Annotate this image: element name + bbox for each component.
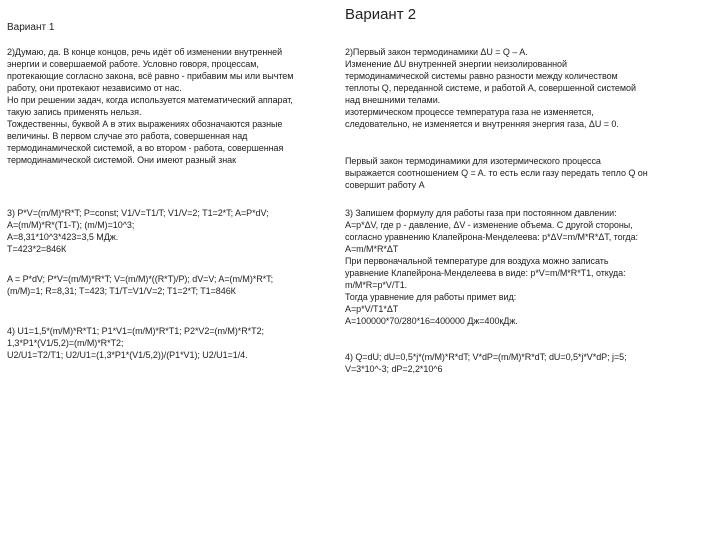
variant2-answer-2-isothermal: Первый закон термодинамики для изотермического процесса выражается соотношением Q = A. то есть если газу передать тепло Q он совершит работу А [345,156,648,190]
variant1-answer-3: 3) P*V=(m/M)*R*T; P=const; V1/V=T1/T; V1/V=2; T1=2*T; A=P*dV; A=(m/M)*R*(T1-T); (m/M)=10^3; A=8,31*10^3*423=3,5 МДж. T=423*2=846К [7,208,269,254]
variant2-title: Вариант 2 [345,6,417,23]
variant1-answer-4: 4) U1=1,5*(m/M)*R*T1; P1*V1=(m/M)*R*T1; P2*V2=(m/M)*R*T2; 1,3*P1*(V1/5,2)=(m/M)*R*T2; U2/U1=T2/T1; U2/U1=(1,3*P1*(V1/5,2))/(P1*V1); U2/U1=1/4. [7,326,264,360]
variant1-answer-3-formula: A = P*dV; P*V=(m/M)*R*T; V=(m/M)*((R*T)/P); dV=V; A=(m/M)*R*T; (m/M)=1; R=8,31; T=423; T1/T=V1/V=2; T1=2*T; T1=846К [7,274,274,296]
variant2-answer-2: 2)Первый закон термодинамики ΔU = Q – A. Изменение ΔU внутренней энергии неизолированной термодинамической системы равно разности между количеством теплоты Q, переданной системе, и работой А, совершенной системой над внешними телами. изотермическом процессе температура газа не изменяется, следовательно, не изменяется и внутренняя энергия газа, ΔU = 0. [345,47,636,129]
variant1-title: Вариант 1 [7,22,55,33]
variant2-answer-4: 4) Q=dU; dU=0,5*j*(m/M)*R*dT; V*dP=(m/M)*R*dT; dU=0,5*j*V*dP; j=5; V=3*10^-3; dP=2,2*10^6 [345,352,627,374]
variant1-answer-2: 2)Думаю, да. В конце концов, речь идёт об изменении внутренней энергии и совершаемой работе. Условно говоря, процессам, протекающие согласно закона, всё равно - прибавим мы или вычтем работу, они протекают независимо от нас. Но при решении задач, когда используется математический аппарат, такую запись применять нельзя. Тождественны, буквой А в этих выражениях обозначаются разные величины. В первом случае это работа, совершенная над термодинамической системой, а во втором - работа, совершенная термодинамической системой. Они имеют разный знак [7,47,294,165]
variant2-answer-3: 3) Запишем формулу для работы газа при постоянном давлении: A=p*ΔV, где p - давление, ΔV - изменение объема. С другой стороны, согласно уравнению Клапейрона-Менделеева: p*ΔV=m/M*R*ΔT, тогда: A=m/M*R*ΔT При первоначальной температуре для воздуха можно записать уравнение Клапейрона-Менделеева в виде: p*V=m/M*R*T1, откуда: m/M*R=p*V/T1. Тогда уравнение для работы примет вид: A=p*V/T1*ΔT A=100000*70/280*16=400000 Дж=400кДж. [345,208,639,326]
